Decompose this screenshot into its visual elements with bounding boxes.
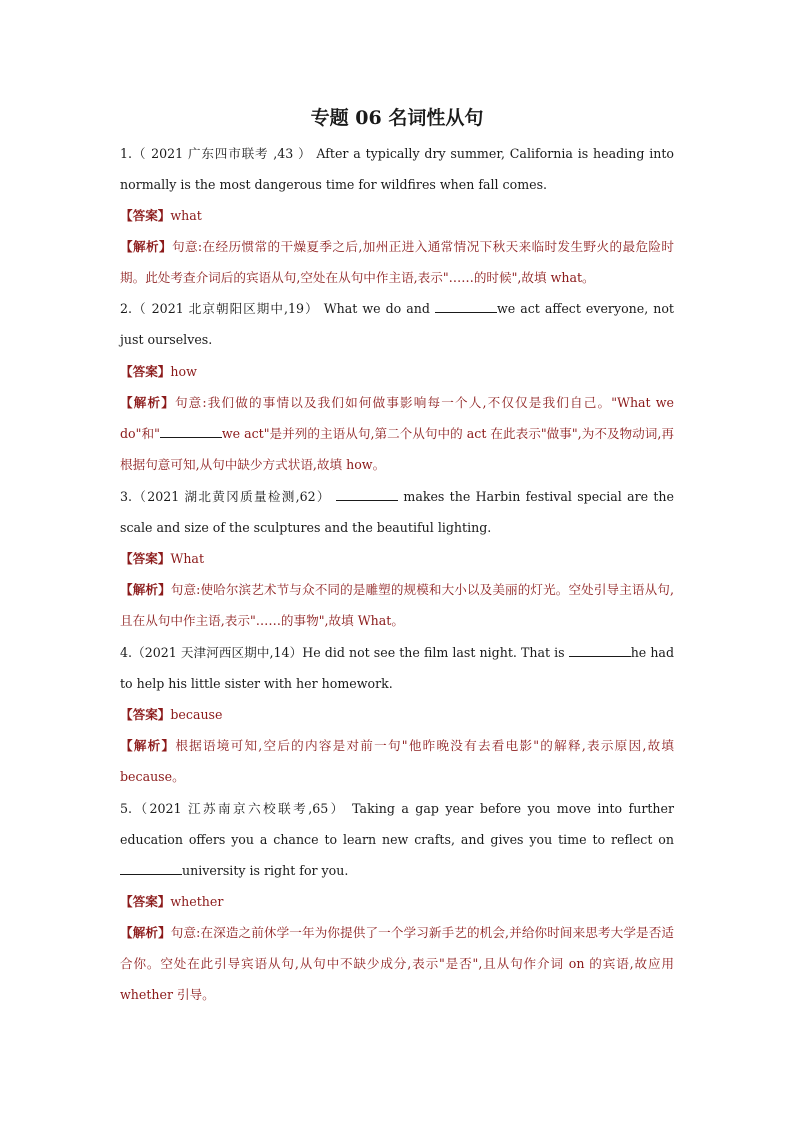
explanation-1 [120,231,674,293]
question-4 [120,637,674,699]
question-3 [120,481,674,543]
answer-blank [435,300,497,313]
question-5 [120,793,674,886]
explanation-label: 【解析】 [120,582,171,597]
question-5-text-after: university is right for you. [182,863,349,878]
explanation-1-text: 句意:在经历惯常的干燥夏季之后,加州正进入通常情况下秋天来临时发生野火的最危险时期。此处考查介词后的宾语从句,空处在从句中作主语,表示"……的时候",故填 what。 [120,239,675,285]
answer-blank [569,644,631,657]
answer-label: 【答案】 [120,707,171,722]
question-2 [120,293,674,355]
question-2-text-after: we act affect everyone, not just ourselves. [120,301,674,347]
answer-5 [120,886,674,917]
question-5-text-before: 5.（2021 江苏南京六校联考,65） Taking a gap year before you move into further education offers you a chance to learn new crafts, and gives you time to reflect on [120,801,674,847]
explanation-4 [120,730,674,792]
answer-1 [120,200,674,231]
answer-label: 【答案】 [120,551,171,566]
answer-label: 【答案】 [120,364,171,379]
question-4-text-before: 4.（2021 天津河西区期中,14）He did not see the film last night. That is [120,645,569,660]
answer-label: 【答案】 [120,894,171,909]
answer-2-text: how [170,364,197,379]
answer-blank [336,488,398,501]
explanation-3-text: 句意:使哈尔滨艺术节与众不同的是雕塑的规模和大小以及美丽的灯光。空处引导主语从句,且在从句中作主语,表示"……的事物",故填 What。 [120,582,675,628]
answer-5-text: whether [170,894,224,909]
explanation-label: 【解析】 [120,738,176,753]
explanation-5-text: 句意:在深造之前休学一年为你提供了一个学习新手艺的机会,并给你时间来思考大学是否适合你。空处在此引导宾语从句,从句中不缺少成分,表示"是否",且从句作介词 on 的宾语,故应用 whether 引导。 [120,925,675,1002]
question-3-text-after: makes the Harbin festival special are the scale and size of the sculptures and the beautiful lighting. [120,489,674,535]
explanation-4-text: 根据语境可知,空后的内容是对前一句"他昨晚没有去看电影"的解释,表示原因,故填 because。 [120,738,674,784]
explanation-2-text-before: 句意:我们做的事情以及我们如何做事影响每一个人,不仅仅是我们自己。"What we do"和" [120,395,674,441]
answer-4-text: because [170,707,223,722]
explanation-2-text-after: we act"是并列的主语从句,第二个从句中的 act 在此表示"做事",为不及物动词,再根据句意可知,从句中缺少方式状语,故填 how。 [120,426,674,472]
explanation-label: 【解析】 [120,925,171,940]
answer-3 [120,543,674,574]
question-1-line-2: normally is the most dangerous time for wildfires when fall comes. [120,177,548,192]
answer-2 [120,356,674,387]
explanation-label: 【解析】 [120,395,175,410]
answer-blank [160,425,222,438]
explanation-3 [120,574,674,636]
explanation-label: 【解析】 [120,239,172,254]
page-title: 专题 06 名词性从句 [310,107,484,129]
explanation-5 [120,917,674,1010]
answer-4 [120,699,674,730]
question-3-text-before: 3.（2021 湖北黄冈质量检测,62） [120,489,337,504]
answer-1-text: what [170,208,202,223]
question-4-text-after: he had to help his little sister with her homework. [120,645,675,691]
question-1 [120,138,674,200]
question-2-text-before: 2.（ 2021 北京朝阳区期中,19） What we do and [120,301,435,316]
answer-blank [120,862,182,875]
explanation-2 [120,387,674,480]
answer-3-text: What [170,551,204,566]
answer-label: 【答案】 [120,208,171,223]
question-1-line-1: 1.（ 2021 广东四市联考 ,43 ） After a typically dry summer, California is heading into [120,146,674,161]
